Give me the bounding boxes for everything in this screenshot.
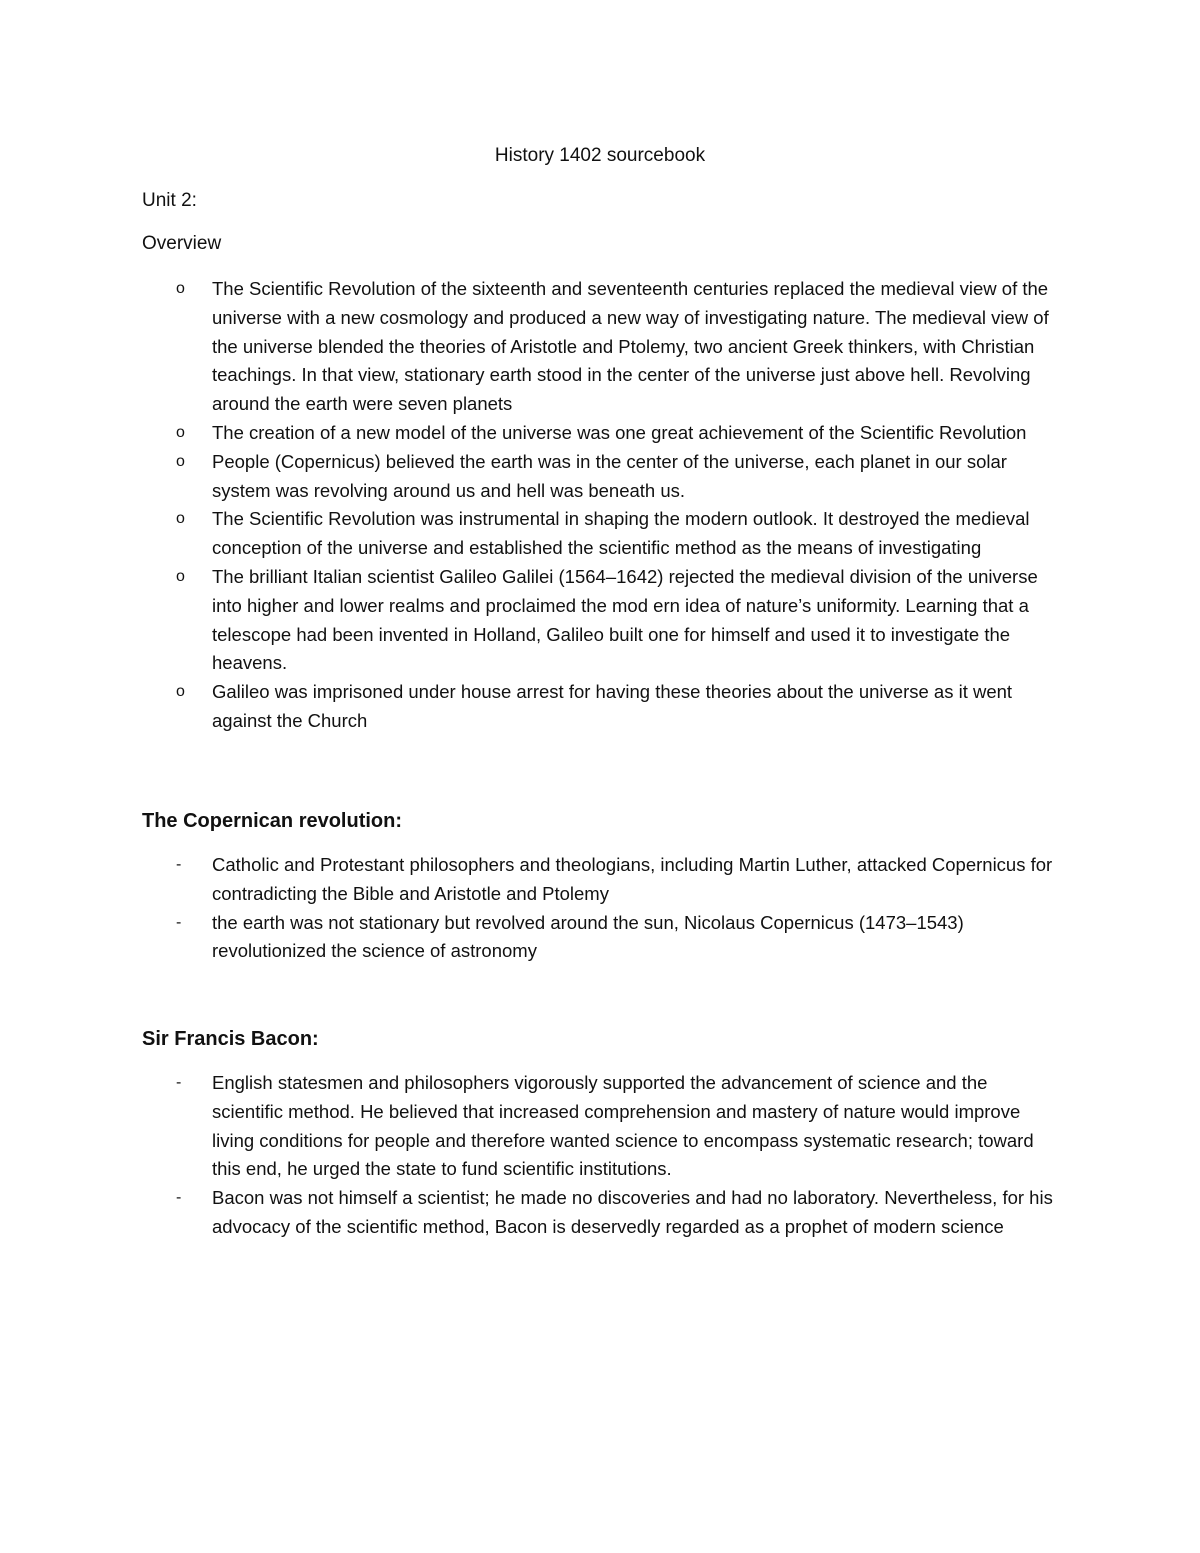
list-item (142, 1069, 1062, 1184)
list-item-text: Galileo was imprisoned under house arrest for having these theories about the universe as it went against the Church (212, 681, 1013, 731)
list-item-text: People (Copernicus) believed the earth was in the center of the universe, each planet in our solar system was revolving around us and hell was beneath us. (212, 450, 1007, 501)
copernican-list (142, 851, 1062, 966)
list-item-text: The Scientific Revolution of the sixteenth and seventeenth centuries replaced the medieval view of the universe with a new cosmology and produced a new way of investigating nature. The medieval view of the universe blended the theories of Aristotle and Ptolemy, two ancient Greek thinkers, with Christian teachings. In that view, stationary earth stood in the center of the universe just above hell. Revolving around the earth were seven planets (212, 278, 1049, 415)
unit-label: Unit 2: (142, 190, 197, 211)
list-item (142, 909, 1062, 967)
list-item-text: the earth was not stationary but revolved around the sun, Nicolaus Copernicus (1473–1543) revolutionized the science of astronomy (212, 911, 964, 962)
list-item-text: The creation of a new model of the universe was one great achievement of the Scientific Revolution (212, 421, 1027, 443)
list-item-text: English statesmen and philosophers vigorously supported the advancement of science and the scientific method. He believed that increased comprehension and mastery of nature would improve living conditions for people and therefore wanted science to encompass systematic research; toward this end, he urged the state to fund scientific institutions. (212, 1072, 1034, 1180)
dash-marker: - (176, 1189, 182, 1207)
list-item (142, 505, 1062, 563)
list-item-text: Bacon was not himself a scientist; he made no discoveries and had no laboratory. Nevertheless, for his advocacy of the scientific method, Bacon is deservedly regarded as a prophet of modern science (212, 1187, 1053, 1237)
bacon-list (142, 1069, 1062, 1242)
bullet-marker: o (176, 683, 185, 701)
bullet-marker: o (176, 280, 185, 297)
list-item (142, 275, 1062, 419)
dash-marker: - (176, 856, 182, 873)
list-item (142, 448, 1062, 506)
list-item-text: Catholic and Protestant philosophers and theologians, including Martin Luther, attacked Copernicus for contradicting the Bible and Aristotle and Ptolemy (212, 854, 1053, 904)
bullet-marker: o (176, 510, 185, 528)
list-item (142, 1184, 1062, 1242)
list-item-text: The brilliant Italian scientist Galileo Galilei (1564–1642) rejected the medieval division of the universe into higher and lower realms and proclaimed the mod ern idea of nature’s uniformity. Learning that a telescope had been invented in Holland, Galileo built one for himself and used it to investigate the heavens. (212, 565, 1038, 674)
dash-marker: - (176, 1074, 182, 1091)
bullet-marker: o (176, 423, 185, 441)
overview-list (142, 275, 1062, 736)
list-item (142, 851, 1062, 909)
list-item (142, 563, 1062, 678)
bullet-marker: o (176, 452, 185, 470)
copernican-heading: The Copernican revolution: (142, 810, 403, 832)
list-item-text: The Scientific Revolution was instrumental in shaping the modern outlook. It destroyed the medieval conception of the universe and established the scientific method as the means of investigating (212, 508, 1030, 559)
list-item (142, 678, 1062, 736)
bullet-marker: o (176, 567, 185, 585)
dash-marker: - (176, 913, 182, 931)
overview-label: Overview (142, 233, 222, 254)
bacon-heading: Sir Francis Bacon: (142, 1028, 319, 1050)
list-item (142, 419, 1062, 448)
document-title: History 1402 sourcebook (494, 145, 706, 166)
